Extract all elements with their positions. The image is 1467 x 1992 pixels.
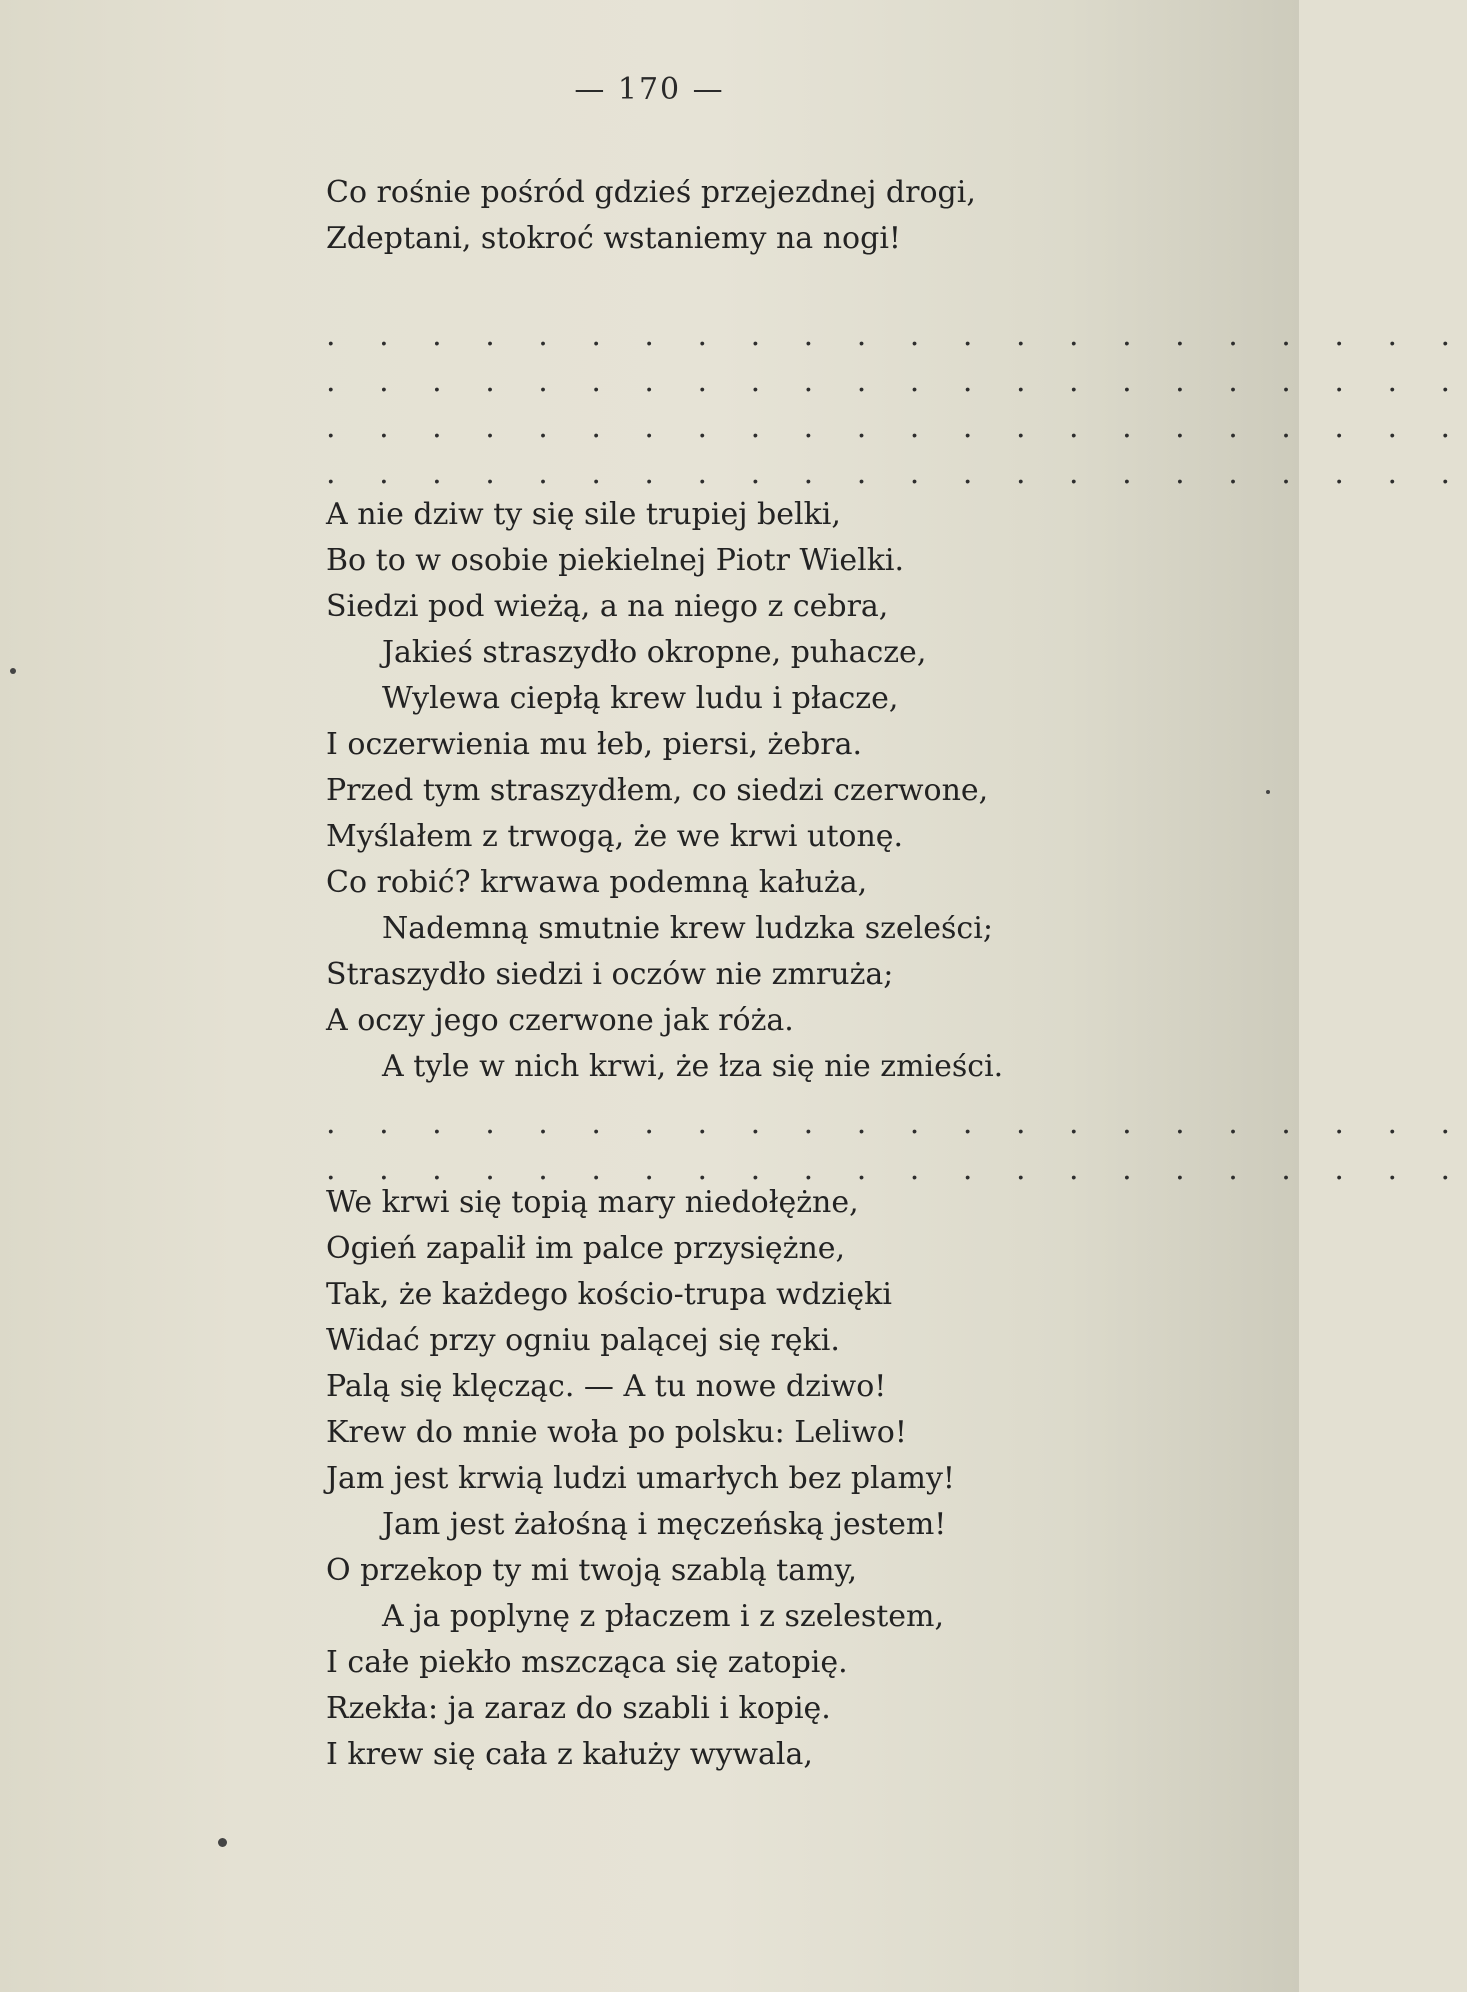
ink-speck: [1266, 790, 1270, 794]
stanza-1: [326, 170, 1146, 262]
verse-line: Jam jest żałośną i męczeńską jestem!: [382, 1507, 947, 1542]
verse-line: Przed tym straszydłem, co siedzi czerwone,: [326, 773, 989, 808]
ellipsis-dots: . . . . . . . . . . . . . . . . . . . . . .: [326, 318, 1467, 353]
ellipsis-dots: . . . . . . . . . . . . . . . . . . . . . .: [326, 364, 1467, 399]
verse-line: We krwi się topią mary niedołężne,: [326, 1185, 859, 1220]
stanza-3: [326, 1180, 1146, 1778]
verse-line: Siedzi pod wieżą, a na niego z cebra,: [326, 589, 889, 624]
ink-speck: [218, 1838, 227, 1847]
verse-line: Co rośnie pośród gdzieś przejezdnej drogi,: [326, 175, 976, 210]
verse-line: Rzekła: ja zaraz do szabli i kopię.: [326, 1691, 831, 1726]
verse-line: A oczy jego czerwone jak róża.: [326, 1003, 794, 1038]
ellipsis-dots: . . . . . . . . . . . . . . . . . . . . . .: [326, 410, 1467, 445]
verse-line: Straszydło siedzi i oczów nie zmruża;: [326, 957, 894, 992]
verse-line: Jam jest krwią ludzi umarłych bez plamy!: [326, 1461, 955, 1496]
stanza-2: [326, 492, 1146, 1090]
verse-line: I krew się cała z kałuży wywala,: [326, 1737, 813, 1772]
verse-line: Ogień zapalił im palce przysiężne,: [326, 1231, 846, 1266]
verse-line: Tak, że każdego kościo-trupa wdzięki: [326, 1277, 892, 1312]
verse-line: Krew do mnie woła po polsku: Leliwo!: [326, 1415, 907, 1450]
verse-line: Bo to w osobie piekielnej Piotr Wielki.: [326, 543, 905, 578]
verse-line: Wylewa ciepłą krew ludu i płacze,: [382, 681, 899, 716]
verse-line: O przekop ty mi twoją szablą tamy,: [326, 1553, 858, 1588]
verse-line: Myślałem z trwogą, że we krwi utonę.: [326, 819, 904, 854]
verse-line: Palą się klęcząc. — A tu nowe dziwo!: [326, 1369, 887, 1404]
verse-line: A ja poplynę z płaczem i z szelestem,: [382, 1599, 945, 1634]
verse-line: Jakieś straszydło okropne, puhacze,: [382, 635, 927, 670]
ellipsis-dots: . . . . . . . . . . . . . . . . . . . . . .: [326, 456, 1467, 491]
page-number: — 170 —: [574, 72, 725, 107]
verse-line: Nademną smutnie krew ludzka szeleści;: [382, 911, 993, 946]
ink-speck: [10, 668, 16, 674]
verse-line: A tyle w nich krwi, że łza się nie zmieści.: [382, 1049, 1004, 1084]
verse-line: Zdeptani, stokroć wstaniemy na nogi!: [326, 221, 901, 256]
ellipsis-dots: . . . . . . . . . . . . . . . . . . . . . .: [326, 1152, 1467, 1187]
verse-line: Widać przy ogniu palącej się ręki.: [326, 1323, 840, 1358]
verse-line: I całe piekło mszcząca się zatopię.: [326, 1645, 848, 1680]
verse-line: A nie dziw ty się sile trupiej belki,: [326, 497, 841, 532]
verse-line: I oczerwienia mu łeb, piersi, żebra.: [326, 727, 863, 762]
verse-line: Co robić? krwawa podemną kałuża,: [326, 865, 868, 900]
ellipsis-dots: . . . . . . . . . . . . . . . . . . . . . .: [326, 1106, 1467, 1141]
